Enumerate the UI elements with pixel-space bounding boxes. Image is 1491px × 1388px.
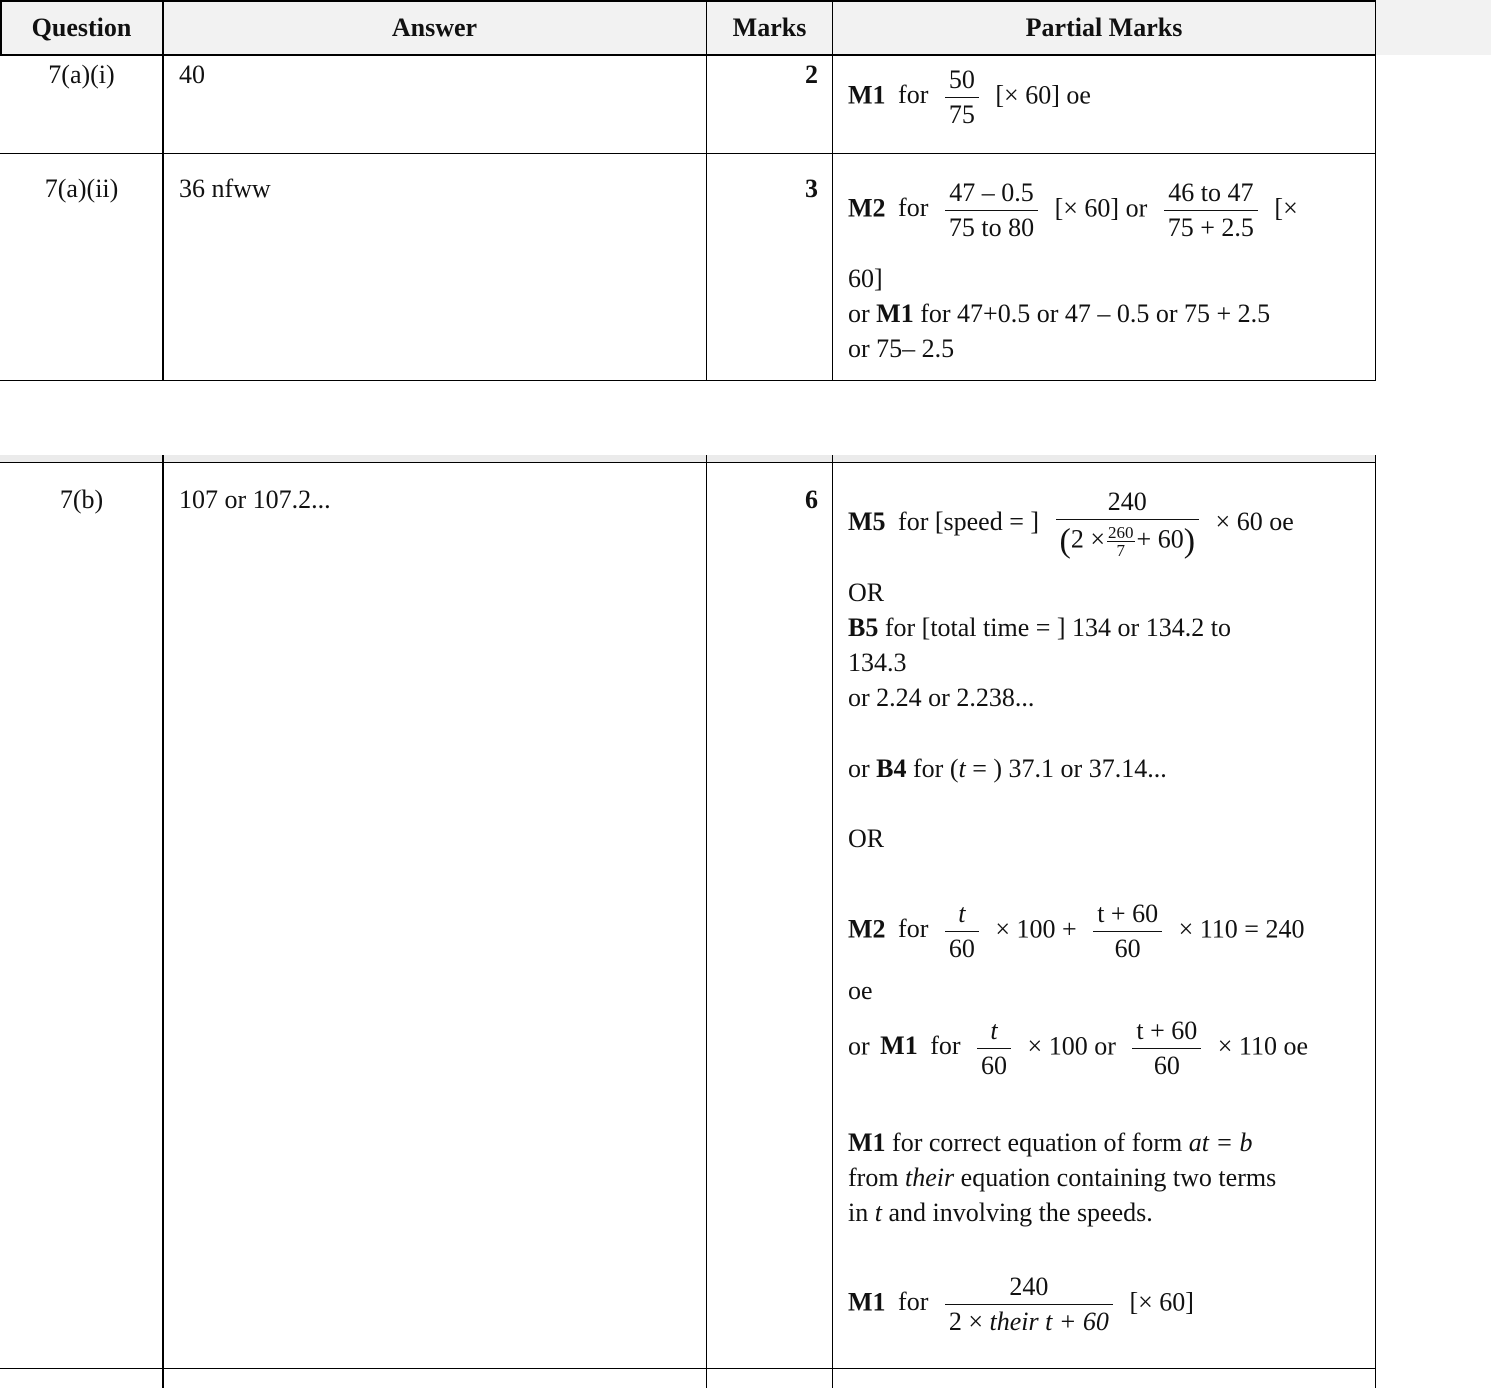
header-partial-marks: Partial Marks [1025, 13, 1183, 42]
numerator: 46 to 47 [1168, 178, 1254, 207]
mark-code: M1 [880, 1031, 918, 1061]
numerator: 50 [948, 65, 975, 94]
fraction [945, 897, 979, 966]
row2-partial-line2: 60] [848, 264, 883, 293]
text: for [898, 193, 929, 223]
m1-equation-line1 [848, 1125, 1253, 1160]
text: for [898, 914, 929, 944]
text: 2 × [1070, 524, 1106, 554]
b5-line3: or 2.24 or 2.238... [848, 683, 1035, 712]
text: for 47+0.5 or 47 – 0.5 or 75 + 2.5 [913, 299, 1271, 328]
rule [0, 462, 1376, 463]
rule [0, 0, 2, 55]
m1-final-line [848, 1270, 1194, 1339]
text: [× 60] or [1054, 193, 1148, 223]
row2-marks: 3 [805, 174, 818, 203]
text: for [898, 80, 929, 110]
rule [0, 54, 1376, 56]
text: + 60 [1136, 524, 1184, 554]
table-gap [0, 382, 1491, 455]
text: and involving the speeds. [881, 1198, 1153, 1227]
rule [0, 153, 1376, 154]
header-marks: Marks [732, 13, 807, 42]
m5-line [848, 485, 1294, 563]
m1-alt-line [848, 1014, 1308, 1083]
row2-answer: 36 nfww [179, 174, 271, 203]
fraction [1093, 897, 1162, 966]
variable: t + 60 [1045, 1307, 1109, 1336]
denominator: 75 [945, 97, 979, 132]
fraction [1132, 1014, 1201, 1083]
numerator: 260 [1108, 523, 1134, 542]
numerator: 47 – 0.5 [949, 178, 1034, 207]
text: for [speed = ] [898, 506, 1040, 536]
emphasis: their [905, 1163, 955, 1192]
rule [0, 1368, 1376, 1369]
fraction [1164, 176, 1258, 245]
mark-code: M5 [848, 506, 886, 536]
text: from [848, 1163, 906, 1192]
text: or [848, 299, 877, 328]
rule [0, 0, 1376, 2]
mark-code: B4 [876, 754, 907, 783]
emphasis: their [989, 1307, 1039, 1336]
row3-answer: 107 or 107.2... [179, 485, 331, 514]
fraction [1056, 485, 1200, 563]
equation: at = b [1188, 1128, 1253, 1157]
numerator: 240 [1009, 1272, 1049, 1301]
paren: ( [1059, 522, 1071, 560]
text: × 60 oe [1215, 506, 1294, 536]
mark-code: M1 [848, 1287, 886, 1317]
text: × 100 + [995, 914, 1077, 944]
text: for correct equation of form [885, 1128, 1189, 1157]
mark-code: M2 [848, 193, 886, 223]
mark-code: M1 [848, 80, 886, 110]
denominator [945, 1304, 1113, 1339]
row1-answer: 40 [179, 60, 205, 89]
text: [× [1274, 193, 1298, 223]
header-right-fill [1375, 0, 1491, 55]
numerator: t + 60 [1136, 1016, 1198, 1045]
denominator: 60 [977, 1048, 1011, 1083]
rule [832, 455, 833, 1388]
m2-oe: oe [848, 976, 873, 1005]
rule [706, 455, 707, 1388]
mark-code: M2 [848, 914, 886, 944]
variable: t [874, 1198, 882, 1227]
rule [832, 0, 833, 381]
m1-equation-line3 [848, 1195, 1153, 1230]
rule [0, 380, 1376, 381]
numerator: t [990, 1016, 998, 1045]
row2-partial-line1 [848, 176, 1298, 245]
row1-partial [848, 63, 1091, 132]
m2-line [848, 897, 1304, 966]
text: equation containing two terms [954, 1163, 1277, 1192]
paren: ) [1183, 522, 1196, 560]
row3-marks: 6 [805, 485, 818, 514]
text: for [898, 1287, 929, 1317]
mark-code: B5 [848, 613, 879, 642]
text: × 110 oe [1217, 1031, 1309, 1061]
rule [162, 455, 164, 1388]
rule [1375, 455, 1376, 1388]
fraction [977, 1014, 1011, 1083]
b5-line1 [848, 610, 1231, 645]
row1-question: 7(a)(i) [48, 60, 115, 89]
fraction [945, 1270, 1113, 1339]
row3-question: 7(b) [59, 485, 104, 514]
b4-line [848, 751, 1167, 786]
text: [× 60] [1129, 1287, 1194, 1317]
row1-marks: 2 [805, 60, 818, 89]
header-question: Question [31, 13, 132, 42]
row2-partial-line4: or 75– 2.5 [848, 334, 955, 363]
m1-equation-line2 [848, 1160, 1276, 1195]
text: or [848, 1031, 870, 1061]
b5-line2: 134.3 [848, 648, 907, 677]
denominator: 75 + 2.5 [1164, 210, 1258, 245]
mark-code: M1 [848, 1128, 886, 1157]
text: × 100 or [1027, 1031, 1116, 1061]
denominator: 75 to 80 [945, 210, 1038, 245]
fraction [945, 176, 1038, 245]
fraction [945, 63, 979, 132]
text: in [848, 1198, 875, 1227]
numerator: t [958, 899, 966, 928]
denominator [1056, 519, 1200, 563]
text: × 110 = 240 [1178, 914, 1305, 944]
denominator: 60 [945, 931, 979, 966]
numerator: 240 [1107, 487, 1147, 516]
numerator: t + 60 [1097, 899, 1159, 928]
text: for [total time = ] 134 or 134.2 to [884, 613, 1231, 642]
text: or [848, 754, 877, 783]
or-label: OR [848, 824, 885, 853]
small-fraction [1107, 524, 1135, 559]
variable: t [958, 754, 966, 783]
rule [1375, 0, 1376, 381]
text: [× 60] oe [995, 80, 1091, 110]
or-label: OR [848, 578, 885, 607]
denominator: 7 [1107, 541, 1135, 559]
mark-code: M1 [876, 299, 914, 328]
row2-partial-line3 [848, 296, 1270, 331]
text: 2 × [948, 1307, 984, 1336]
row2-question: 7(a)(ii) [44, 174, 119, 203]
text: = ) 37.1 or 37.14... [965, 754, 1167, 783]
text: for [930, 1031, 961, 1061]
text: for ( [906, 754, 959, 783]
denominator: 60 [1132, 1048, 1201, 1083]
header-answer: Answer [391, 13, 478, 42]
denominator: 60 [1093, 931, 1162, 966]
